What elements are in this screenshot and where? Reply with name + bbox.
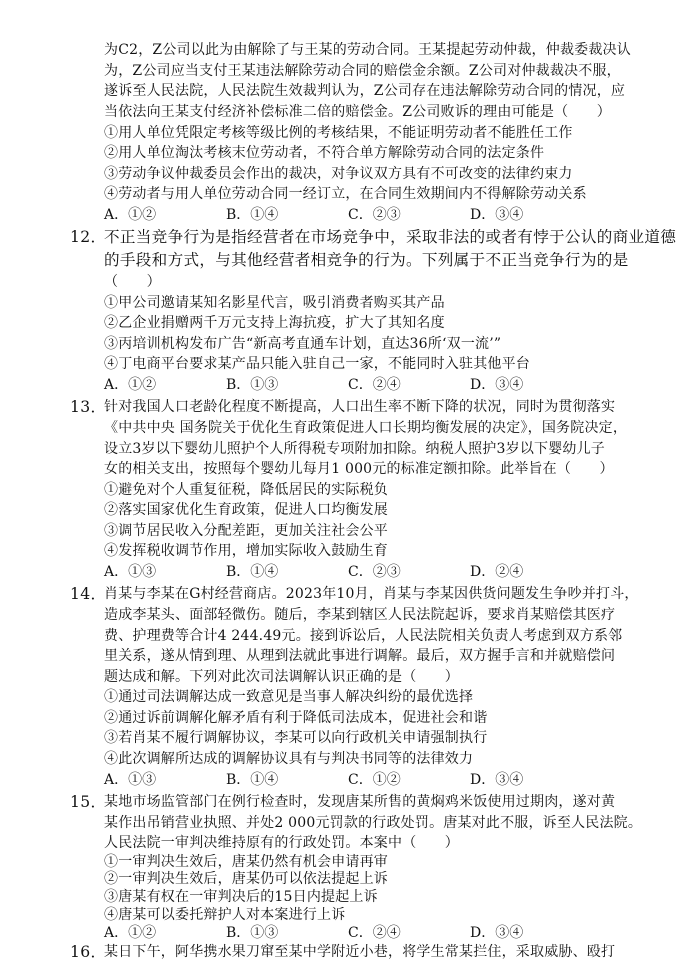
q13-option-a: A．①③ <box>104 563 157 580</box>
q13-option-b: B．①④ <box>226 563 279 580</box>
q13-item-2: ②落实国家优化生育政策，促进人口均衡发展 <box>104 502 388 519</box>
q14-option-a: A．①③ <box>104 771 157 788</box>
q13-item-4: ④发挥税收调节作用，增加实际收入鼓励生育 <box>104 543 388 560</box>
q11-option-c: C．②③ <box>348 206 401 223</box>
q11-text-line: 为，Z公司应当支付王某违法解除劳动合同的赔偿金余额。Z公司对仲裁裁决不服， <box>104 62 621 79</box>
q12-item-2: ②乙企业捐赠两千万元支持上海抗疫，扩大了其知名度 <box>104 315 445 332</box>
q14-stem-line: 里关系，遂从情到理、从理到法就此事进行调解。最后，双方握手言和并就赔偿问 <box>104 648 616 665</box>
q15-item-4: ④唐某可以委托辩护人对本案进行上诉 <box>104 906 346 923</box>
q13-stem-line: 设立3岁以下婴幼儿照护个人所得税专项附加扣除。纳税人照护3岁以下婴幼儿子 <box>104 440 606 457</box>
q15-option-a: A．①② <box>104 924 157 941</box>
q11-option-a: A．①② <box>104 206 157 223</box>
q15-number: 15． <box>70 792 107 811</box>
q14-option-d: D．③④ <box>470 771 524 788</box>
q16-stem-line: 某日下午，阿华携水果刀窜至某中学附近小巷，将学生常某拦住，采取威胁、殴打 <box>104 944 616 961</box>
q12-stem-line: （ ） <box>104 274 161 291</box>
q12-stem-line: 的手段和方式，与其他经营者相竞争的行为。下列属于不正当竞争行为的是 <box>104 250 629 269</box>
q11-option-b: B．①④ <box>226 206 279 223</box>
q12-option-a: A．①② <box>104 377 157 393</box>
q15-stem-line: 人民法院一审判决维持原有的行政处罚。本案中（ ） <box>104 835 459 852</box>
q15-option-d: D．③④ <box>470 924 524 941</box>
q13-stem-line: 针对我国人口老龄化程度不断提高，人口出生率不断下降的状况，同时为贯彻落实 <box>104 399 616 416</box>
q13-number: 13． <box>70 398 107 417</box>
q13-stem-line: 女的相关支出，按照每个婴幼儿每月1 000元的标准定额扣除。此举旨在（ ） <box>104 461 614 478</box>
q14-item-2: ②通过诉前调解化解矛盾有利于降低司法成本，促进社会和谐 <box>104 709 488 726</box>
q14-number: 14． <box>70 585 107 604</box>
q15-option-c: C．②④ <box>348 924 401 941</box>
q12-item-1: ①甲公司邀请某知名影星代言，吸引消费者购买其产品 <box>104 294 445 311</box>
q12-option-b: B．①③ <box>226 377 279 393</box>
q15-option-b: B．①③ <box>226 924 279 941</box>
q14-stem-line: 肖某与李某在G村经营商店。2023年10月，肖某与李某因供货问题发生争吵并打斗， <box>104 586 639 603</box>
q13-option-d: D．②④ <box>470 563 524 580</box>
q16-number: 16． <box>70 943 107 962</box>
q11-option-d: D．③④ <box>470 206 524 223</box>
q11-item-1: ①用人单位凭限定考核等级比例的考核结果，不能证明劳动者不能胜任工作 <box>104 124 573 141</box>
q13-item-1: ①避免对个人重复征税，降低居民的实际税负 <box>104 481 388 498</box>
q14-stem-line: 费、护理费等合计4 244.49元。接到诉讼后，人民法院相关负责人考虑到双方系邻 <box>104 627 623 644</box>
q11-item-2: ②用人单位淘汰考核末位劳动者，不符合单方解除劳动合同的法定条件 <box>104 145 545 162</box>
q15-item-1: ①一审判决生效后，唐某仍然有机会申请再审 <box>104 853 388 870</box>
q14-stem-line: 造成李某头、面部轻微伤。随后，李某到辖区人民法院起诉，要求肖某赔偿其医疗 <box>104 606 616 623</box>
q13-option-c: C．②③ <box>348 563 401 580</box>
q13-item-3: ③调节居民收入分配差距，更加关注社会公平 <box>104 522 388 539</box>
q12-option-d: D．③④ <box>470 377 524 393</box>
q11-text-line: 遂诉至人民法院，人民法院生效裁判认为，Z公司存在违法解除劳动合同的情况，应 <box>104 83 626 100</box>
q14-option-b: B．①④ <box>226 771 279 788</box>
q11-item-4: ④劳动者与用人单位劳动合同一经订立，在合同生效期间内不得解除劳动关系 <box>104 186 587 203</box>
q14-item-3: ③若肖某不履行调解协议，李某可以向行政机关申请强制执行 <box>104 730 488 747</box>
q12-stem-line: 不正当竞争行为是指经营者在市场竞争中，采取非法的或者有悖于公认的商业道德 <box>104 228 677 247</box>
q14-item-4: ④此次调解所达成的调解协议具有与判决书同等的法律效力 <box>104 750 474 767</box>
q12-number: 12． <box>70 228 107 247</box>
q15-item-2: ②一审判决生效后，唐某仍可以依法提起上诉 <box>104 871 388 888</box>
q14-stem-line: 题达成和解。下列对此次司法调解认识正确的是（ ） <box>104 668 459 685</box>
q12-item-3: ③丙培训机构发布广告“新高考直通车计划，直达36所‘双一流’” <box>104 335 502 352</box>
q14-item-1: ①通过司法调解达成一致意见是当事人解决纠纷的最优选择 <box>104 689 474 706</box>
q13-stem-line: 《中共中央 国务院关于优化生育政策促进人口长期均衡发展的决定》，国务院决定， <box>104 420 628 436</box>
q11-text-line: 当依法向王某支付经济补偿标准二倍的赔偿金。Z公司败诉的理由可能是（ ） <box>104 104 611 120</box>
q14-option-c: C．①② <box>348 771 401 788</box>
q15-stem-line: 某作出吊销营业执照、并处2 000元罚款的行政处罚。唐某对此不服，诉至人民法院。 <box>104 814 643 831</box>
q15-item-3: ③唐某有权在一审判决后的15日内提起上诉 <box>104 889 378 906</box>
q12-item-4: ④丁电商平台要求某产品只能入驻自己一家，不能同时入驻其他平台 <box>104 356 530 373</box>
q11-item-3: ③劳动争议仲裁委员会作出的裁决，对争议双方具有不可改变的法律约束力 <box>104 165 573 182</box>
q12-option-c: C．②④ <box>348 377 401 393</box>
q11-text-line: 为C2，Z公司以此为由解除了与王某的劳动合同。王某提起劳动仲裁，仲裁委裁决认 <box>104 42 631 59</box>
q15-stem-line: 某地市场监管部门在例行检查时，发现唐某所售的黄焖鸡米饭使用过期肉，遂对黄 <box>104 793 616 810</box>
